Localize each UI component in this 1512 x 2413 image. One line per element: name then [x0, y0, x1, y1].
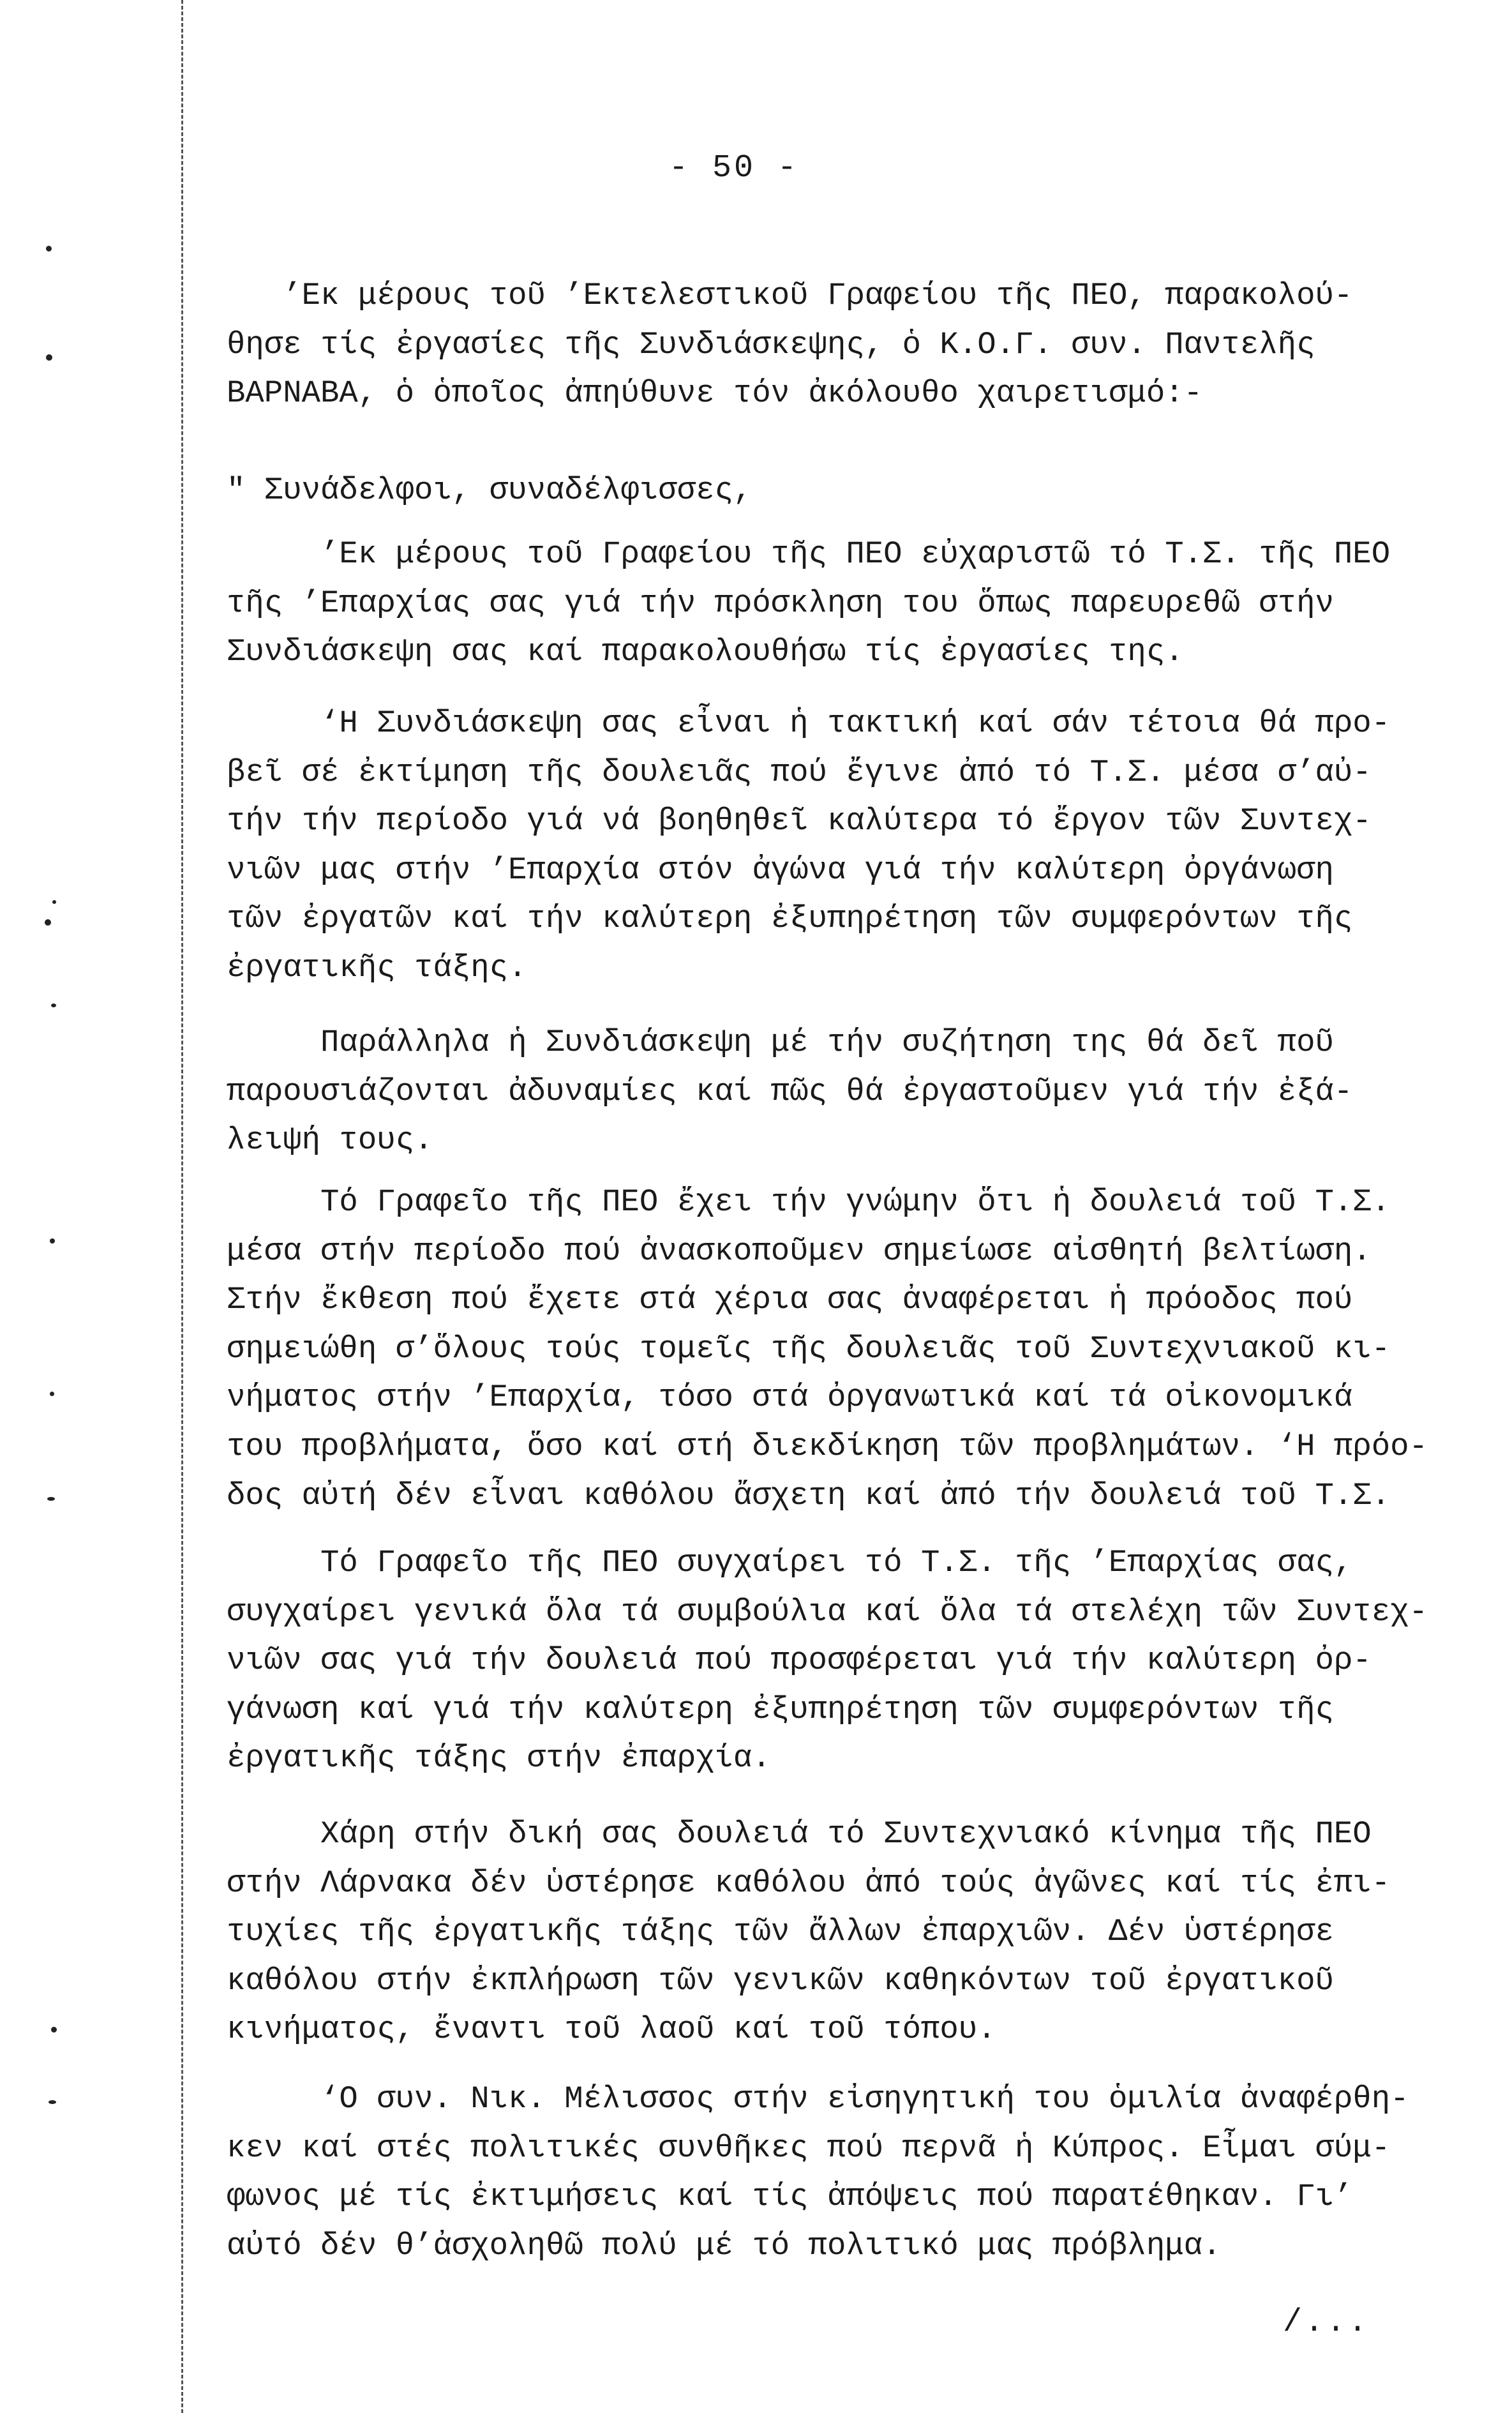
text-line: καθόλου στήν ἐκπλήρωση τῶν γενικῶν καθηκόντων τοῦ ἐργατικοῦ — [227, 1962, 1334, 1999]
scan-speck — [46, 246, 52, 252]
scan-speck — [51, 1004, 56, 1007]
text-line: ‘Ο συν. Νικ. Μέλισσος στήν εἰσηγητική του ὁμιλία ἀναφέρθη- — [227, 2081, 1409, 2117]
text-line: τῆς ’Επαρχίας σας γιά τήν πρόσκληση του ὅπως παρευρεθῶ στήν — [227, 585, 1334, 621]
text-line: σημειώθη σ’ὅλους τούς τομεῖς τῆς δουλειᾶς τοῦ Συντεχνιακοῦ κι- — [227, 1330, 1391, 1367]
text-line: βεῖ σέ ἐκτίμηση τῆς δουλειᾶς πού ἔγινε ἀπό τό Τ.Σ. μέσα σ’αὐ- — [227, 754, 1372, 790]
paragraph-larnaca-movement — [227, 1810, 1452, 2054]
scan-speck — [50, 1392, 54, 1396]
text-line: νιῶν μας στήν ’Επαρχία στόν ἀγώνα γιά τήν καλύτερη ὀργάνωση — [227, 852, 1334, 888]
text-line: ’Εκ μέρους τοῦ ’Εκτελεστικοῦ Γραφείου τῆς ΠΕΟ, παρακολού- — [227, 278, 1353, 313]
text-line: ἐργατικῆς τάξης στήν ἐπαρχία. — [227, 1740, 771, 1777]
left-margin-rule — [181, 0, 183, 2413]
paragraph-weaknesses — [227, 1018, 1452, 1165]
paragraph-salutation — [227, 466, 1452, 515]
text-line: λειψή τους. — [227, 1122, 433, 1159]
text-line: τυχίες τῆς ἐργατικῆς τάξης τῶν ἄλλων ἐπαρχιῶν. Δέν ὑστέρησε — [227, 1914, 1334, 1950]
text-line: παρουσιάζονται ἀδυναμίες καί πῶς θά ἐργαστοῦμεν γιά τήν ἐξά- — [227, 1073, 1353, 1109]
scan-speck — [46, 354, 52, 361]
text-line: Χάρη στήν δική σας δουλειά τό Συντεχνιακό κίνημα τῆς ΠΕΟ — [227, 1816, 1372, 1852]
text-line: συγχαίρει γενικά ὅλα τά συμβούλια καί ὅλα τά στελέχη τῶν Συντεχ- — [227, 1593, 1428, 1630]
text-line: ’Εκ μέρους τοῦ Γραφείου τῆς ΠΕΟ εὐχαριστῶ τό Τ.Σ. τῆς ΠΕΟ — [227, 536, 1391, 572]
paragraph-attendance — [227, 271, 1452, 418]
page-number: - 50 - — [668, 150, 800, 186]
text-line: του προβλήματα, ὅσο καί στή διεκδίκηση τῶν προβλημάτων. ‘Η πρόο- — [227, 1428, 1428, 1464]
scan-speck — [49, 2100, 56, 2104]
scan-speck — [50, 1238, 55, 1244]
text-line: ‘Η Συνδιάσκεψη σας εἶναι ἡ τακτική καί σάν τέτοια θά προ- — [227, 705, 1391, 741]
text-line: θησε τίς ἐργασίες τῆς Συνδιάσκεψης, ὁ Κ.Ο.Γ. συν. Παντελῆς — [227, 326, 1315, 363]
text-line: τήν τήν περίοδο γιά νά βοηθηθεῖ καλύτερα τό ἔργον τῶν Συντεχ- — [227, 803, 1372, 839]
text-line: Τό Γραφεῖο τῆς ΠΕΟ συγχαίρει τό Τ.Σ. τῆς ’Επαρχίας σας, — [227, 1545, 1353, 1581]
text-line: ΒΑΡΝΑΒΑ, ὁ ὁποῖος ἀπηύθυνε τόν ἀκόλουθο χαιρετισμό:- — [227, 375, 1203, 412]
paragraph-congratulations — [227, 1538, 1452, 1783]
text-line: τῶν ἐργατῶν καί τήν καλύτερη ἐξυπηρέτηση τῶν συμφερόντων τῆς — [227, 901, 1353, 937]
scan-speck — [51, 2027, 57, 2033]
text-line: Στήν ἔκθεση πού ἔχετε στά χέρια σας ἀναφέρεται ἡ πρόοδος πού — [227, 1282, 1353, 1318]
text-line: νιῶν σας γιά τήν δουλειά πού προσφέρεται γιά τήν καλύτερη ὀρ- — [227, 1642, 1372, 1679]
text-line: κεν καί στές πολιτικές συνθῆκες πού περνᾶ ἡ Κύπρος. Εἶμαι σύμ- — [227, 2130, 1391, 2166]
paragraph-political-situation — [227, 2075, 1452, 2270]
continuation-mark: /... — [1283, 2304, 1370, 2341]
text-line: αὐτό δέν θ’ἀσχοληθῶ πολύ μέ τό πολιτικό μας πρόβλημα. — [227, 2227, 1222, 2264]
text-line: φωνος μέ τίς ἐκτιμήσεις καί τίς ἀπόψεις πού παρατέθηκαν. Γι’ — [227, 2179, 1353, 2215]
paragraph-thanks — [227, 530, 1452, 677]
text-line: " Συνάδελφοι, συναδέλφισσες, — [227, 472, 752, 508]
text-line: ἐργατικῆς τάξης. — [227, 949, 527, 986]
text-line: νήματος στήν ’Επαρχία, τόσο στά ὀργανωτικά καί τά οἰκονομικά — [227, 1379, 1353, 1416]
paragraph-improvement — [227, 1178, 1452, 1520]
scan-speck — [47, 1497, 55, 1501]
text-line: κινήματος, ἔναντι τοῦ λαοῦ καί τοῦ τόπου. — [227, 2011, 996, 2048]
text-line: στήν Λάρνακα δέν ὑστέρησε καθόλου ἀπό τούς ἀγῶνες καί τίς ἐπι- — [227, 1865, 1391, 1901]
scan-speck — [45, 919, 51, 926]
text-line: Τό Γραφεῖο τῆς ΠΕΟ ἔχει τήν γνώμην ὅτι ἡ δουλειά τοῦ Τ.Σ. — [227, 1184, 1391, 1220]
text-line: γάνωση καί γιά τήν καλύτερη ἐξυπηρέτηση τῶν συμφερόντων τῆς — [227, 1691, 1334, 1727]
scan-speck — [52, 900, 56, 904]
paragraph-conference-purpose — [227, 699, 1452, 993]
text-line: Συνδιάσκεψη σας καί παρακολουθήσω τίς ἐργασίες της. — [227, 634, 1184, 670]
text-line: δος αὐτή δέν εἶναι καθόλου ἄσχετη καί ἀπό τήν δουλειά τοῦ Τ.Σ. — [227, 1477, 1391, 1514]
text-line: Παράλληλα ἡ Συνδιάσκεψη μέ τήν συζήτηση της θά δεῖ ποῦ — [227, 1025, 1334, 1060]
text-line: μέσα στήν περίοδο πού ἀνασκοποῦμεν σημείωσε αἰσθητή βελτίωση. — [227, 1233, 1372, 1269]
